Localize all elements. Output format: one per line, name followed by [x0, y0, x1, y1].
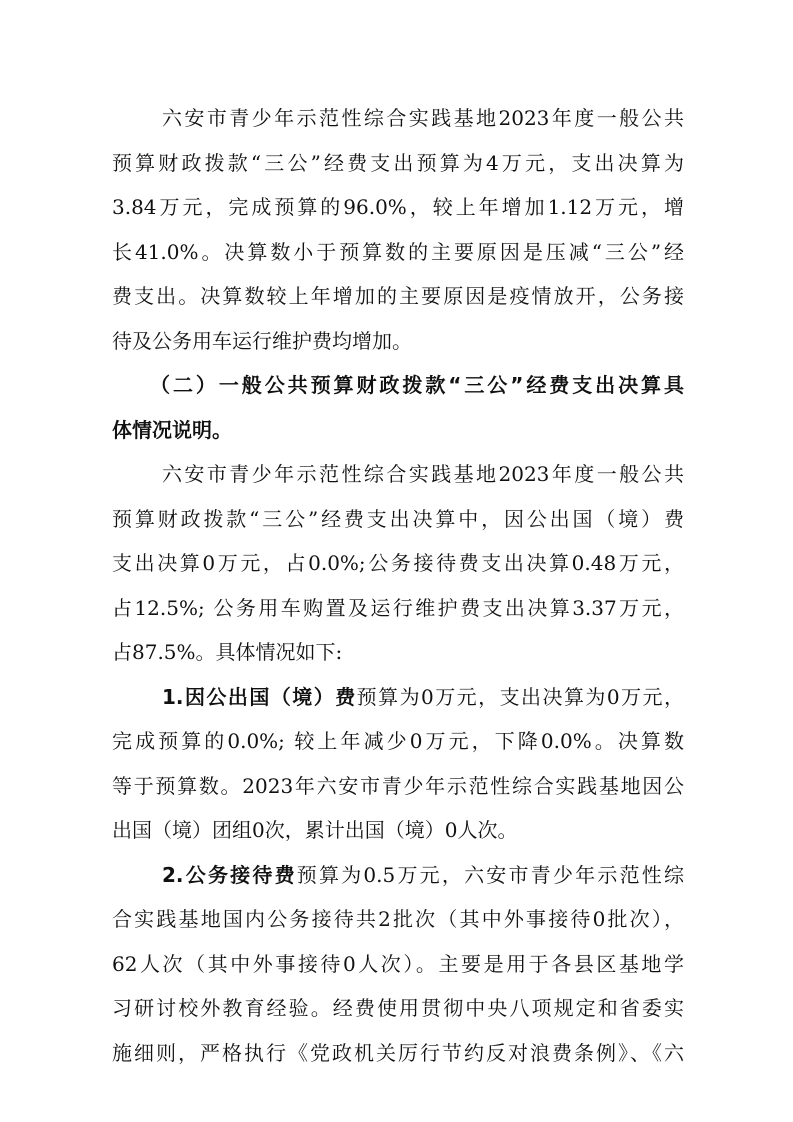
paragraph-2-line-1: 六安市青少年示范性综合实践基地2023年度一般公共 — [162, 462, 684, 486]
item-1-line-1 — [162, 677, 684, 717]
item-1-line-2: 完成预算的0.0%; 较上年减少0万元，下降0.0%。决算数 — [112, 729, 684, 753]
item-1-label: 1.因公出国（境）费 — [162, 685, 357, 709]
section-heading-line-1: （二）一般公共预算财政拨款“三公”经费支出决算具 — [150, 373, 684, 397]
paragraph-1-line-6: 待及公务用车运行维护费均增加。 — [112, 329, 412, 353]
item-2-label: 2.公务接待费 — [162, 863, 297, 887]
item-1-line-4: 出国（境）团组0次，累计出国（境）0人次。 — [112, 818, 518, 842]
section-heading-line-2: 体情况说明。 — [112, 418, 232, 442]
item-2-line-1 — [162, 855, 684, 895]
paragraph-1-line-3: 3.84万元，完成预算的96.0%，较上年增加1.12万元，增 — [112, 195, 684, 219]
item-2-line-5: 施细则，严格执行《党政机关厉行节约反对浪费条例》、《六 — [112, 1041, 684, 1065]
paragraph-2-line-2: 预算财政拨款“三公”经费支出决算中，因公出国（境）费 — [112, 507, 684, 531]
item-2-line-4: 习研讨校外教育经验。经费使用贯彻中央八项规定和省委实 — [112, 996, 684, 1020]
paragraph-2-line-3: 支出决算0万元，占0.0%;公务接待费支出决算0.48万元， — [112, 551, 684, 575]
item-2-line-1-text: 预算为0.5万元，六安市青少年示范性综 — [296, 863, 685, 887]
paragraph-1-line-1: 六安市青少年示范性综合实践基地2023年度一般公共 — [162, 106, 684, 130]
paragraph-2-line-4: 占12.5%; 公务用车购置及运行维护费支出决算3.37万元， — [112, 596, 684, 620]
item-1-line-1-text: 预算为0万元，支出决算为0万元， — [356, 685, 684, 709]
item-2-line-2: 合实践基地国内公务接待共2批次（其中外事接待0批次）， — [112, 907, 684, 931]
paragraph-1-line-4: 长41.0%。决算数小于预算数的主要原因是压减“三公”经 — [112, 240, 684, 264]
item-1-line-3: 等于预算数。2023年六安市青少年示范性综合实践基地因公 — [112, 774, 684, 798]
item-2-line-3: 62人次（其中外事接待0人次）。主要是用于各县区基地学 — [112, 952, 684, 976]
paragraph-1-line-5: 费支出。决算数较上年增加的主要原因是疫情放开，公务接 — [112, 284, 684, 308]
paragraph-2-line-5: 占87.5%。具体情况如下: — [112, 640, 343, 664]
paragraph-1-line-2: 预算财政拨款“三公”经费支出预算为4万元，支出决算为 — [112, 151, 684, 175]
